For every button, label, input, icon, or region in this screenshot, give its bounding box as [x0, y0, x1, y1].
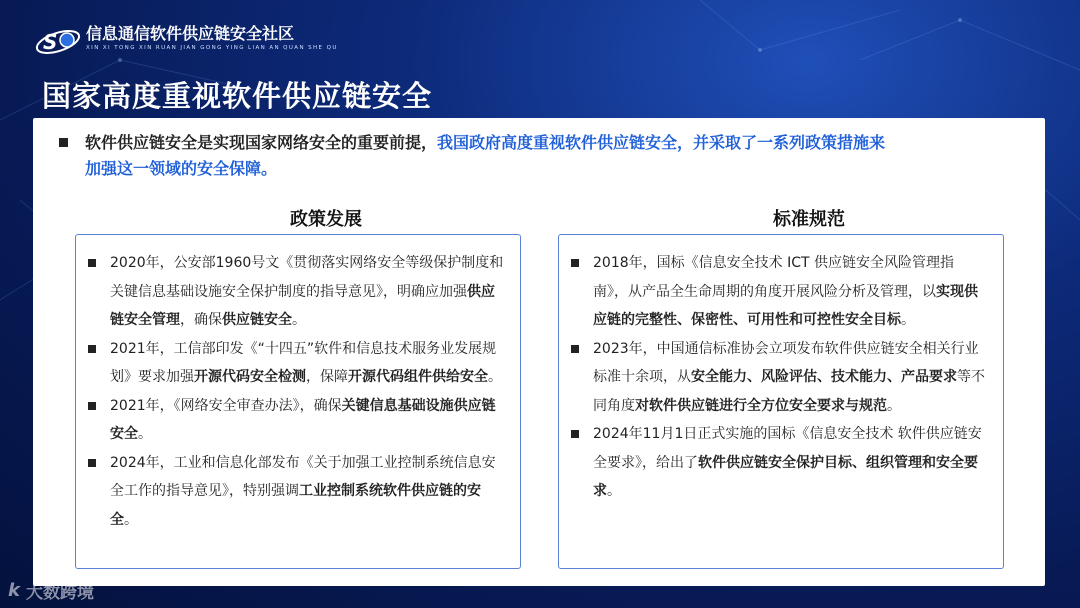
logo-title: 信息通信软件供应链安全社区 — [86, 24, 295, 43]
policy-item: 2024年，工业和信息化部发布《关于加强工业控制系统信息安全工作的指导意见》，特别强调工业控制系统软件供应链的安全。 — [76, 449, 504, 535]
page-title: 国家高度重视软件供应链安全 — [42, 79, 433, 113]
watermark — [8, 578, 94, 603]
standards-item: 2024年11月1日正式实施的国标《信息安全技术 软件供应链安全要求》，给出了软件供应链安全保护目标、组织管理和安全要求。 — [559, 420, 987, 506]
community-logo — [34, 24, 338, 60]
standards-item: 2023年，中国通信标准协会立项发布软件供应链安全相关行业标准十余项，从安全能力、风险评估、技术能力、产品要求等不同角度对软件供应链进行全方位安全要求与规范。 — [559, 335, 987, 421]
intro-text — [85, 130, 1015, 182]
intro-bullet — [59, 138, 68, 147]
standards-box — [558, 234, 1004, 569]
intro-part1: 软件供应链安全是实现国家网络安全的重要前提， — [85, 133, 438, 152]
policy-section-title: 政策发展 — [290, 209, 362, 230]
intro-highlight-2: 加强这一领域的安全保障。 — [85, 159, 278, 178]
kdo-logo-icon: k — [8, 580, 20, 601]
policy-item: 2021年，工信部印发《“十四五”软件和信息技术服务业发展规划》要求加强开源代码安全检测，保障开源代码组件供给安全。 — [76, 335, 504, 392]
standards-section-title: 标准规范 — [773, 209, 845, 230]
standards-item: 2018年，国标《信息安全技术 ICT 供应链安全风险管理指南》，从产品全生命周期的角度开展风险分析及管理，以实现供应链的完整性、保密性、可用性和可控性安全目标。 — [559, 249, 987, 335]
community-logo-icon — [34, 24, 82, 60]
policy-item: 2020年，公安部1960号文《贯彻落实网络安全等级保护制度和关键信息基础设施安全保护制度的指导意见》，明确应加强供应链安全管理，确保供应链安全。 — [76, 249, 504, 335]
content-panel — [33, 118, 1045, 586]
policy-box — [75, 234, 521, 569]
logo-pinyin: XIN XI TONG XIN RUAN JIAN GONG YING LIAN AN QUAN SHE QU — [86, 45, 338, 51]
intro-highlight-1: 我国政府高度重视软件供应链安全，并采取了一系列政策措施来 — [437, 133, 886, 152]
svg-text:S: S — [43, 30, 58, 54]
policy-item: 2021年，《网络安全审查办法》，确保关键信息基础设施供应链安全。 — [76, 392, 504, 449]
watermark-text: 大数跨境 — [25, 583, 94, 603]
